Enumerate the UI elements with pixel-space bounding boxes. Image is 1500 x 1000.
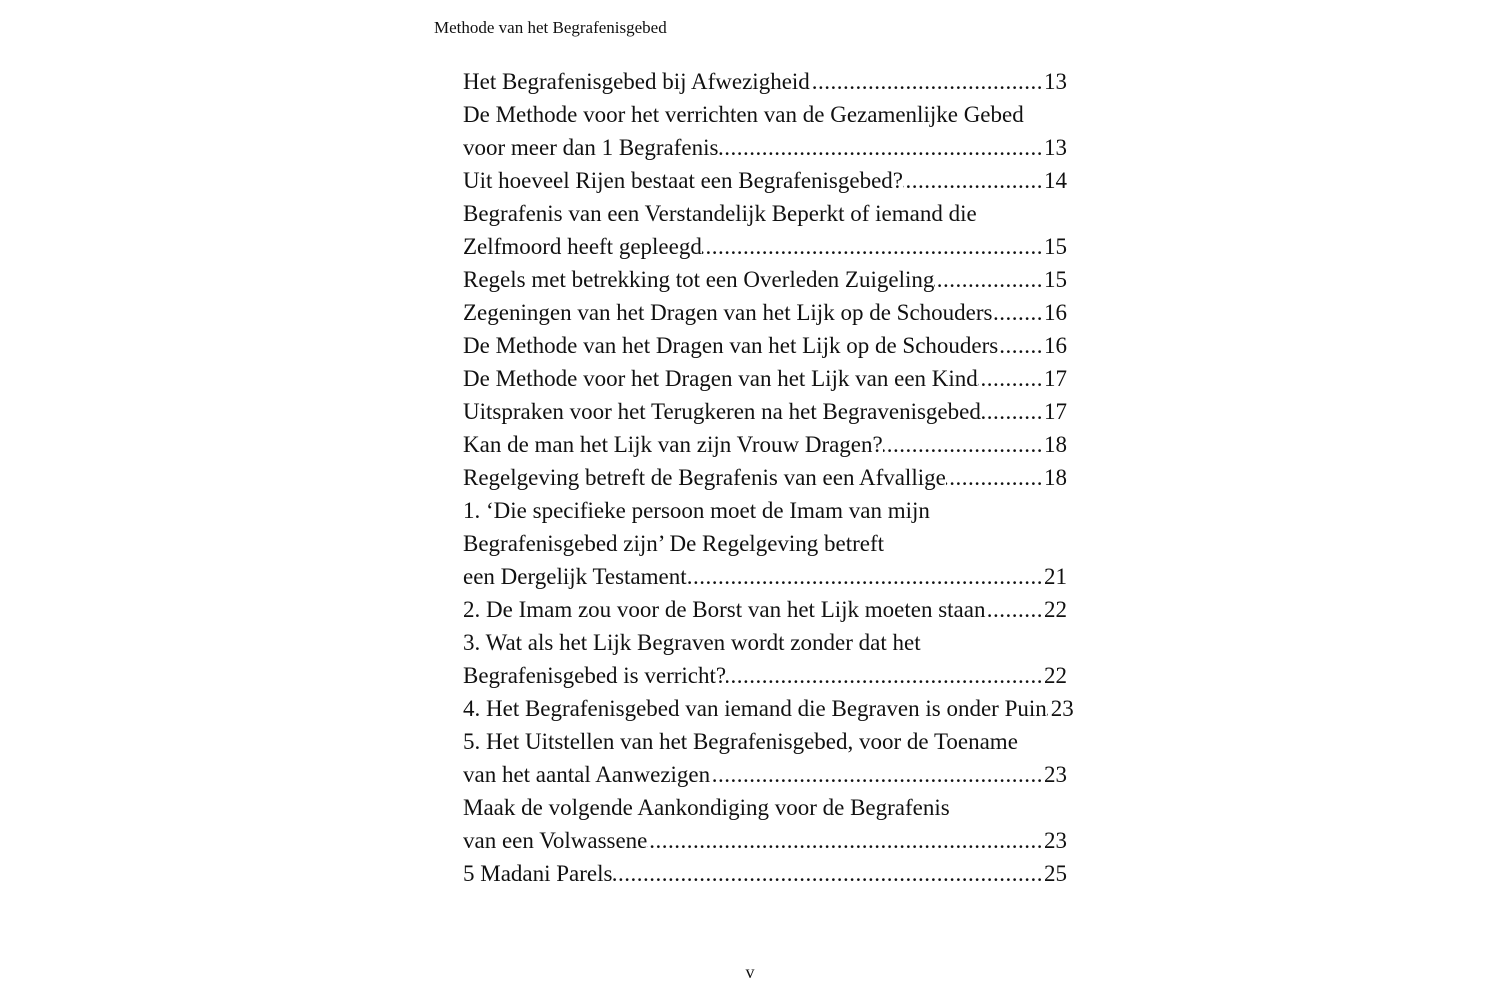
toc-entry	[463, 461, 1067, 494]
toc-line	[463, 362, 1067, 395]
toc-page-number: 22	[1044, 597, 1067, 622]
dot-leader	[726, 659, 1044, 692]
toc-entry	[463, 197, 1067, 263]
dot-leader	[810, 65, 1044, 98]
toc-entry	[463, 164, 1067, 197]
page-folio: v	[745, 962, 755, 982]
dot-leader	[992, 296, 1044, 329]
dot-leader	[702, 230, 1044, 263]
toc-entry-title: Uit hoeveel Rijen bestaat een Begrafenisgebed?	[463, 168, 904, 193]
toc-entry-title: 5. Het Uitstellen van het Begrafenisgebed, voor de Toename	[463, 729, 1018, 754]
toc-entry-title: De Methode van het Dragen van het Lijk op de Schouders	[463, 333, 999, 358]
toc-line	[463, 692, 1074, 725]
dot-leader	[903, 164, 1044, 197]
toc-entry-title: 2. De Imam zou voor de Borst van het Lijk moeten staan	[463, 597, 986, 622]
toc-page-number: 22	[1044, 663, 1067, 688]
dot-leader	[687, 560, 1044, 593]
toc-line	[463, 131, 1067, 164]
toc-line	[463, 659, 1067, 692]
toc-line	[463, 857, 1067, 890]
toc-entry	[463, 494, 1067, 593]
toc-entry	[463, 791, 1067, 857]
toc-entry-title: Begrafenisgebed is verricht?	[463, 663, 727, 688]
toc-entry-title: De Methode voor het verrichten van de Gezamenlijke Gebed	[463, 102, 1024, 127]
toc-line	[463, 428, 1067, 461]
toc-page-number: 16	[1044, 300, 1067, 325]
toc-page-number: 23	[1044, 828, 1067, 853]
toc-entry	[463, 362, 1067, 395]
toc-page-number: 18	[1044, 432, 1067, 457]
dot-leader	[998, 329, 1044, 362]
dot-leader	[981, 395, 1044, 428]
toc-line	[463, 164, 1067, 197]
toc-entry-title: Regelgeving betreft de Begrafenis van een Afvallige	[463, 465, 946, 490]
toc-entry	[463, 395, 1067, 428]
toc-page-number: 17	[1044, 366, 1067, 391]
toc-page-number: 13	[1044, 135, 1067, 160]
toc-page-number: 16	[1044, 333, 1067, 358]
toc-page-number: 15	[1044, 234, 1067, 259]
toc-entry-title: Uitspraken voor het Terugkeren na het Begravenisgebed	[463, 399, 981, 424]
toc-entry-title: van het aantal Aanwezigen	[463, 762, 711, 787]
toc-line	[463, 329, 1067, 362]
toc-line	[463, 296, 1067, 329]
toc-entry	[463, 329, 1067, 362]
dot-leader	[710, 758, 1044, 791]
toc-entry	[463, 65, 1067, 98]
dot-leader	[718, 131, 1044, 164]
toc-entry	[463, 593, 1067, 626]
toc-line	[463, 263, 1067, 296]
running-header: Methode van het Begrafenisgebed	[434, 18, 667, 37]
toc-entry	[463, 626, 1067, 692]
dot-leader	[934, 263, 1044, 296]
toc-entry-title: 3. Wat als het Lijk Begraven wordt zonder dat het	[463, 630, 921, 655]
toc-entry-title: Begrafenisgebed zijn’ De Regelgeving betreft	[463, 531, 885, 556]
toc-entry-title: Regels met betrekking tot een Overleden Zuigeling	[463, 267, 935, 292]
toc-entry-title: 1. ‘Die specifieke persoon moet de Imam van mijn	[463, 498, 930, 523]
toc-page-number: 14	[1044, 168, 1067, 193]
toc-entry-title: 4. Het Begrafenisgebed van iemand die Begraven is onder Puin	[463, 696, 1047, 721]
toc-entry	[463, 296, 1067, 329]
toc-page-number: 25	[1044, 861, 1067, 886]
dot-leader	[883, 428, 1044, 461]
toc-entry-title: Begrafenis van een Verstandelijk Beperkt of iemand die	[463, 201, 977, 226]
toc-entry	[463, 98, 1067, 164]
toc-entry-title: Het Begrafenisgebed bij Afwezigheid	[463, 69, 810, 94]
toc-entry	[463, 263, 1067, 296]
toc-line	[463, 758, 1067, 791]
toc-entry-title: 5 Madani Parels	[463, 861, 613, 886]
toc-page-number: 13	[1044, 69, 1067, 94]
toc-entry	[463, 725, 1067, 791]
toc-page-number: 18	[1044, 465, 1067, 490]
toc-entry	[463, 428, 1067, 461]
toc-page-number: 15	[1044, 267, 1067, 292]
toc-entry-title: voor meer dan 1 Begrafenis	[463, 135, 719, 160]
dot-leader	[612, 857, 1044, 890]
toc-entry-title: een Dergelijk Testament	[463, 564, 687, 589]
toc-page-number: 21	[1044, 564, 1067, 589]
toc-line	[463, 395, 1067, 428]
toc-line	[463, 230, 1067, 263]
toc-line	[463, 824, 1067, 857]
toc-line	[463, 593, 1067, 626]
toc-entry	[463, 692, 1074, 725]
toc-line	[463, 461, 1067, 494]
toc-entry-title: Maak de volgende Aankondiging voor de Begrafenis	[463, 795, 950, 820]
toc-entry-title: Zelfmoord heeft gepleegd	[463, 234, 702, 259]
dot-leader	[946, 461, 1044, 494]
toc-entry-title: Zegeningen van het Dragen van het Lijk op de Schouders	[463, 300, 993, 325]
toc-entry-title: Kan de man het Lijk van zijn Vrouw Dragen?	[463, 432, 883, 457]
toc-entry-title: van een Volwassene	[463, 828, 648, 853]
toc-entry-title: De Methode voor het Dragen van het Lijk van een Kind	[463, 366, 978, 391]
dot-leader	[647, 824, 1044, 857]
toc-line	[463, 65, 1067, 98]
toc-page-number: 23	[1044, 762, 1067, 787]
toc-page-number: 23	[1050, 696, 1074, 721]
dot-leader	[978, 362, 1044, 395]
toc-page-number: 17	[1044, 399, 1067, 424]
toc-entry	[463, 857, 1067, 890]
toc-line	[463, 560, 1067, 593]
dot-leader	[985, 593, 1044, 626]
table-of-contents	[463, 65, 1074, 890]
